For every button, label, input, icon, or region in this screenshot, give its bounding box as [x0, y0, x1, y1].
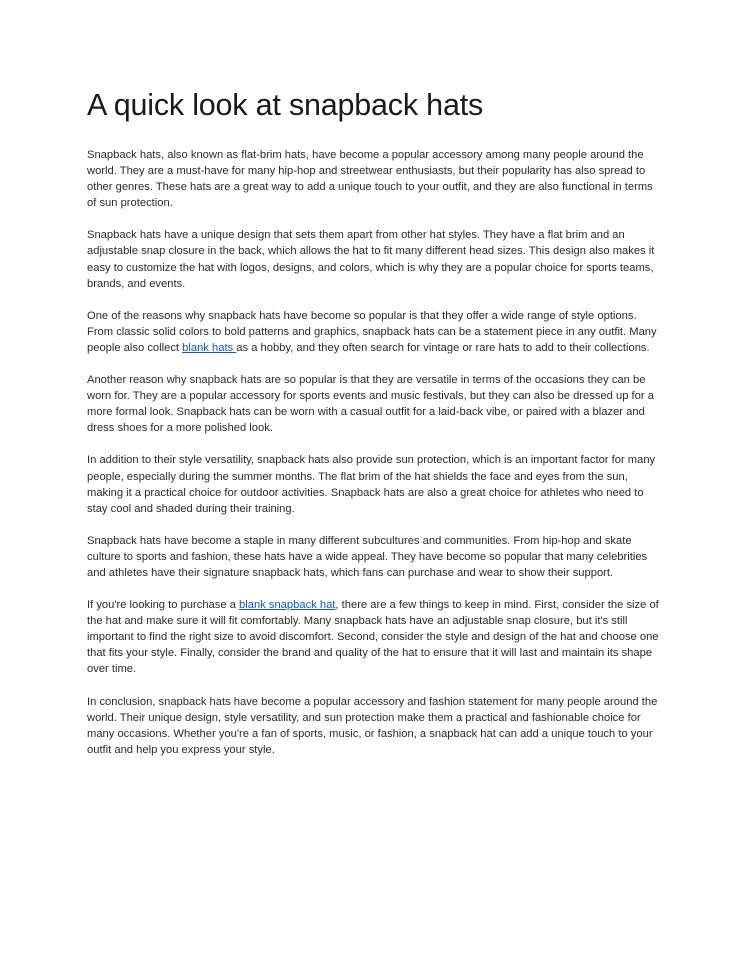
- paragraph-design: Snapback hats have a unique design that sets them apart from other hat styles. They have a flat brim and an adjustable snap closure in the back, which allows the hat to fit many different head sizes. This design also makes it easy to customize the hat with logos, designs, and colors, which is why they are a popular choice for sports teams, brands, and events.: [87, 229, 655, 290]
- paragraph-text: If you're looking to purchase a: [87, 599, 240, 612]
- paragraph-versatility: Another reason why snapback hats are so popular is that they are versatile in terms of the occasions they can be worn for. They are a popular accessory for sports events and music festivals, but they can also be dressed up for a more formal look. Snapback hats can be worn with a casual outfit for a laid-back vibe, or paired with a blazer and dress shoes for a more polished look.: [87, 374, 654, 435]
- blank-hats-link[interactable]: blank hats: [182, 341, 237, 354]
- paragraph-text: as a hobby, and they often search for vintage or rare hats to add to their collections.: [236, 341, 650, 354]
- paragraph-sun-protection: In addition to their style versatility, snapback hats also provide sun protection, which is an important factor for many people, especially during the summer months. The flat brim of the hat shields the face and eyes from the sun, making it a practical choice for outdoor activities. Snapback hats are also a great choice for athletes who need to stay cool and shaded during their training.: [87, 454, 656, 515]
- blank-snapback-hat-link[interactable]: blank snapback hat: [239, 599, 336, 612]
- paragraph-subcultures: Snapback hats have become a staple in many different subcultures and communities. From hip-hop and skate culture to sports and fashion, these hats have a wide appeal. They have become so popular that many celebrities and athletes have their signature snapback hats, which fans can purchase and wear to show their support.: [87, 534, 648, 579]
- paragraph-conclusion: In conclusion, snapback hats have become a popular accessory and fashion statement for many people around the world. Their unique design, style versatility, and sun protection make them a practical and fashionable choice for many occasions. Whether you're a fan of sports, music, or fashion, a snapback hat can add a unique touch to your outfit and help you express your style.: [87, 695, 658, 756]
- paragraph-intro: Snapback hats, also known as flat-brim hats, have become a popular accessory among many people around the world. They are a must-have for many hip-hop and streetwear enthusiasts, but their popularity has also spread to other genres. These hats are a great way to add a unique touch to your outfit, and they are also functional in terms of sun protection.: [87, 149, 653, 210]
- paragraph-text: One of the reasons why snapback hats have become so popular is that they offer a wide range of style options. From classic solid colors to bold patterns and graphics, snapback hats can be a statement piece in any outfit. Many people also collect: [87, 309, 657, 354]
- paragraph-style-options: [87, 308, 661, 356]
- paragraph-purchase-tips: [87, 597, 661, 677]
- page-title: A quick look at snapback hats: [87, 88, 484, 122]
- paragraph-text: , there are a few things to keep in mind. First, consider the size of the hat and make sure it will fit comfortably. Many snapback hats have an adjustable snap closure, but it's still important to find the right size to avoid discomfort. Second, consider the style and design of the hat and choose one that fits your style. Finally, consider the brand and quality of the hat to ensure that it will last and maintain its shape over time.: [87, 599, 659, 676]
